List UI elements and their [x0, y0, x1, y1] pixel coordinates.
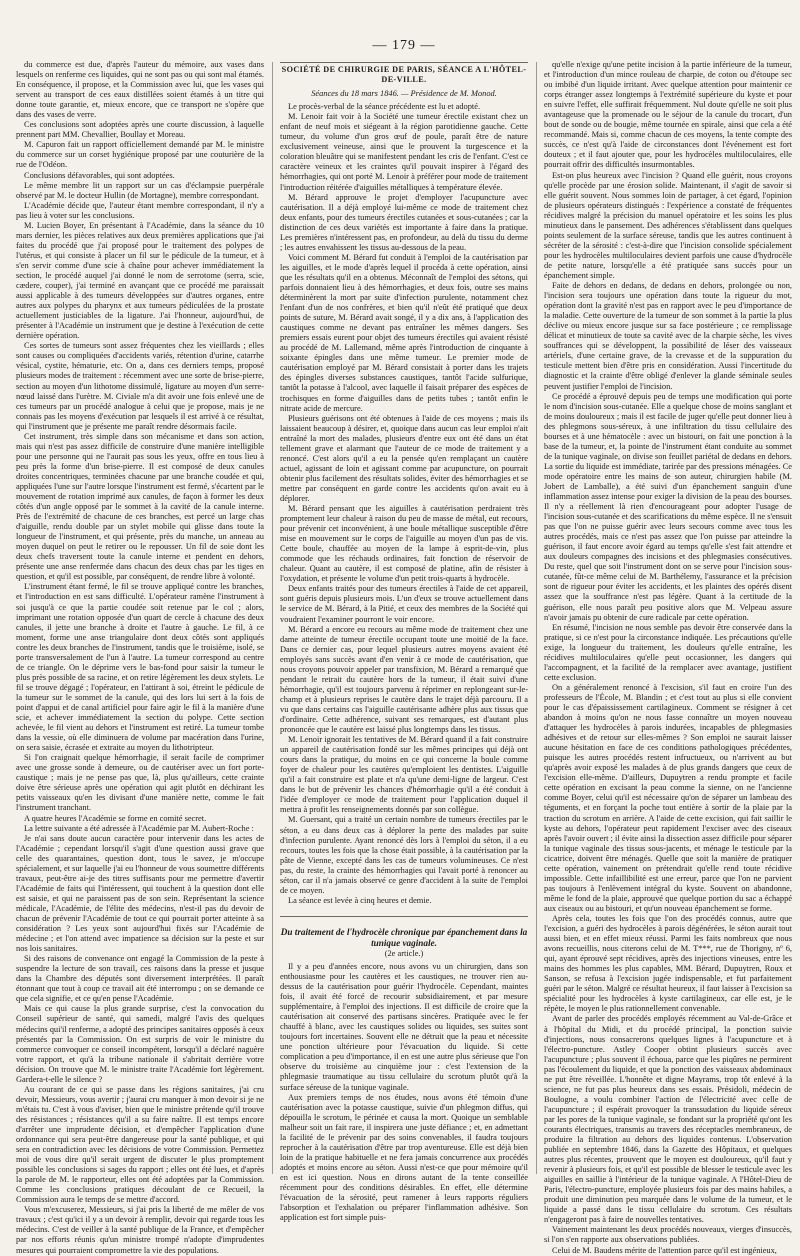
- column-left: [16, 60, 264, 1255]
- paragraph: On a généralement renoncé à l'excision, s'il faut en croire l'un des professeurs de l'École, M. Blandin ; et c'est tout au plus si elle convient pour le cas d'épaississement cartilagineux. Comment se résigner à cet abandon à moins qu'on ne nous fasse connaître un moyen nouveau d'attaquer les hydrocèles à parois indurées, incapables de phlegmasies adhésives et de retour sur elles-mêmes ? Son emploi ne saurait laisser aucune hésitation en face de ces conditions pathologiques précédentes, puisque les autres procédés restent infructueux, ou n'arrivent au but qu'après avoir exposé les malades à de plus grands dangers que ceux de l'excision elle-même. D'ailleurs, Dupuytren a rendu prompte et facile cette opération en excisant la peau comme la sienne, on ne l'ancienne comme Boyer, celui qu'il est nécessaire qu'on de séparer un lambeau des téguments, et en forçant la poche tout entière à sortir de la plaie par la traction du scrotum en arrière. A l'aide de cette excision, qui fait saillir le kyste au dehors, l'opérateur peut rapidement l'exciser avec des ciseaux après l'avoir ouvert ; il évite ainsi la dissection assez difficile pour séparer la tunique vaginale des tissus sous-jacents, et ménage le testicule par la cicatrice, doivent être ménagés. Quelle que soit la manière de pratiquer cette opération, vainement on prétendrait qu'elle rend toute récidive impossible. Cette infaillibilité est une erreur, parce que l'on ne parvient pas toujours à l'enlèvement intégral du kyste. Souvent on abandonne, même le fond de la plaie, approuvé que quelque portion du sac a échappé aux ciseaux ou au bistouri, et qu'un nouveau épanchement se forme.: [544, 682, 792, 913]
- paragraph: M. Bérard approuve le projet d'employer l'acupuncture avec cautérisation. Il a déjà employé lui-même ce mode de traitement chez deux enfants, pour des tumeurs érectiles cutanées et sous-cutanées ; car la distinction de ces deux variétés est importante à faire dans la pratique. Les premières n'intéressent pas, en profondeur, au delà du tissu du derme ; les autres envahissent les tissus au-dessous de la peau.: [280, 192, 528, 252]
- column-rule: [272, 62, 273, 1174]
- society-header: SOCIÉTÉ DE CHIRURGIE DE PARIS, SÉANCE A L'HÔTEL-DE-VILLE.: [281, 65, 527, 85]
- paragraph: Voici comment M. Bérard fut conduit à l'emploi de la cautérisation par les aiguilles, et le mode d'après lequel il procéda à cette opération, ainsi que les résultats qu'il en a obtenus. Méconnaît de l'emploi des sétons, qui parfois donnaient lieu à des hémorrhagies, et deux fois, outre ses mains déterminèrent la mort par suite d'infection purulente, notamment chez l'enfant d'un de nos confrères, et bien qu'il n'eût été pratiqué que deux points de suture, M. Bérard avait songé, il y a dix ans, à l'application des caustiques comme ne devant pas entraîner les mêmes dangers. Ses premiers essais eurent pour objet des tumeurs érectiles qui avaient résisté au procédé de M. Lallemand, même après l'introduction de cinquante à soixante épingles dans une même tumeur. Le premier mode de cautérisation employé par M. Bérard consistait à porter dans les trajets des épingles diverses substances caustiques, tantôt l'acide sulfurique, tantôt la potasse à l'alcool, avec laquelle il faisait préparer des espèces de trochisques en forme d'aiguilles dans de petits tubes ; tantôt enfin le nitrate acide de mercure.: [280, 252, 528, 413]
- paragraph: A quatre heures l'Académie se forme en comité secret.: [24, 813, 207, 823]
- paragraph: Faite de dehors en dedans, de dedans en dehors, prolongée ou non, l'incision sera toujours une opération dans toute la rigueur du mot, opération dont la gravité n'est pas en rapport avec le peu d'importance de la maladie. Cette ouverture de la tumeur de son sommet à la partie la plus déclive ou mieux encore jusque sur sa face postérieure ; ce remplissage délicat et minutieux de toute sa cavité avec de la charpie sèche, les vives souffrances qui se développent, la possibilité de léser des vaisseaux artériels, d'une certaine grave, de la crevasse et de la suppuration du testicule mettent bien d'être pris en considération. Aussi l'incertitude du diagnostic et la crainte d'être obligé d'enlever la glande séminale seules peuvent justifier l'emploi de l'incision.: [544, 281, 792, 391]
- column-middle: [280, 60, 528, 1223]
- paragraph: du commerce est due, d'après l'auteur du mémoire, aux vases dans lesquels on renferme ces liquides, qui ne sont pas ou qui sont mal étamés. En conséquence, il propose, et la Commission avec lui, que les vases qui servent au transport de ces eaux distillées soient étamés à un titre qui donne toute garantie, et, mieux encore, que ce transport ne s'opère que dans des vases de verre.: [16, 60, 264, 120]
- paragraph: qu'elle n'exige qu'une petite incision à la partie inférieure de la tumeur, et l'introduction d'un mince rouleau de charpie, de coton ou d'étoupe sec ou imbibé d'un liquide irritant. Avec quelque attention pour maintenir ce corps étranger assez longtemps à l'extrémité supérieure du kyste et pour en suivre l'effet, elle suffirait fréquemment. Nul doute qu'elle ne soit plus avantageuse que la promenade ou le séjour de la canule du trocart, d'un bout de sonde ou de bougie, même tournée en spirale, ainsi que cela a été recommandé. Mais si, comme chacun de ces moyens, la tente compte des succès, ce n'est qu'à l'aide de circonstances dont l'événement est fort douteux ; et il faut ajouter que, pour les hydrocèles multiloculaires, elle pourrait offrir des difficultés insurmontables.: [544, 60, 792, 170]
- paragraph: Est-on plus heureux avec l'incision ? Quand elle guérit, nous croyons qu'elle procède par une érosion solide. Maintenant, il s'agit de savoir si elle guérit souvent. Nous sommes loin de partager, à cet égard, l'opinion de plusieurs opérateurs distingués : l'expérience a constaté de fréquentes récidives malgré la précision du manuel opératoire et les soins les plus minutieux dans le pansement. Des adhérences s'établissent dans quelques points seulement de la surface séreuse, tandis que les autres continuent à sécréter de la sérosité : c'est-à-dire que l'incision consolide spécialement pour les hydrocèles multiloculaires devient parfois une cause d'hydrocèle de petite nature, lorsqu'elle a été pratiquée sans succès pour un épanchement simple.: [544, 170, 792, 280]
- session-line: Séances du 18 mars 1846. — Présidence de M. Monod.: [311, 89, 497, 99]
- paragraph: Deux enfants traités pour des tumeurs érectiles à l'aide de cet appareil, sont guéris depuis plusieurs mois. L'un d'eux se trouve actuellement dans le service de M. Bérard, à la Pitié, et ceux des membres de la Société qui voudraient l'examiner pourront le voir encore.: [280, 584, 528, 624]
- paragraph: Ce procédé a éprouvé depuis peu de temps une modification qui porte le nom d'incision sous-cutanée. Elle a quelque chose de moins sanglant et de moins douloureux ; mais il est facile de juger qu'elle peut donner lieu à des phlegmons sous-séreux, à une infiltration du tissu cellulaire des bourses et à une hématocèle : avec un bistouri, on fait une ponction à la base de la tumeur, et, la pointe de l'instrument étant conduite au sommet de la tunique vaginale, on divise son feuillet pariétal de dedans en dehors. La sortie du liquide est immédiate, tarirée par des pressions ménagées. Ce mode opératoire entre les mains de son auteur, chirurgien habile (M. Jobert de Lamballe), a été suivi d'un épanchement sanguin d'une inflammation assez intense pour exiger la division de la peau des bourses. Il n'y a réellement là rien d'encourageant pour adopter l'usage de l'incision sous-cutanée et des scarifications du même espèce. Il ne s'ensuit pas que l'on ne puisse guérir avec leurs secours comme avec tous les autres procédés, mais ce n'est pas assez que l'on puisse par atteindre la guérison, il faut encore avoir égard au temps qu'elle s'est fait attendre et aux douleurs compagnes des incisions et des phlegmasies consécutives. Du reste, quel que soit l'instrument dont on se serve pour l'incision sous-cutanée, fût-ce même celui de M. Barthélemy, l'assurance et la précision sont de rigueur pour éviter les accidents, et les plaintes des opérés disent assez que la souffrance n'est pas légère. Quant à la certitude de la guérison, elle nous paraît peu positive alors que M. Velpeau assure n'avoir jamais pu obtenir de cure radicale par cette opération.: [544, 391, 792, 622]
- paragraph: La lettre suivante a été adressée à l'Académie par M. Aubert-Roche :: [24, 823, 254, 833]
- paragraph: Le même membre lit un rapport sur un cas d'éclampsie puerpérale observé par M. le docteur Hullin (de Mortagne), membre correspondant.: [16, 180, 264, 200]
- paragraph: Vainement maintenant les deux procédés nouveaux, vierges d'insuccès, si l'on s'en rapporte aux observations publiées.: [544, 1225, 792, 1245]
- paragraph: M. Lenoir fait voir à la Société une tumeur érectile existant chez un enfant de neuf mois et siégeant à la région parotidienne gauche. Cette tumeur, du volume d'un gros œuf de poule, paraît être de nature exclusivement veineuse, ainsi que le prouvent la turgescence et la coloration bleuâtre qui se manifestent pendant les cris de l'enfant. C'est ce caractère veineux et les craintes qu'il pouvait inspirer à l'égard des hémorrhagies, qui ont porté M. Lenoir à préférer pour mode de traitement l'introduction réitérée d'aiguilles métalliques à température élevée.: [280, 112, 528, 192]
- paragraph: M. Guersant, qui a traité un certain nombre de tumeurs érectiles par le séton, a eu dans deux cas à déplorer la perte des malades par suite d'infection purulente. Ayant renoncé dès lors à l'emploi du séton, il a eu recours, toutes les fois que la chose était possible, à la cautérisation par la pâte de Vienne, excepté dans les cas de tumeurs volumineuses. Ce n'est pas, du reste, la crainte des hémorrhagies qui l'avait porté à renoncer au séton, car il n'a jamais observé ce genre d'accident à la suite de l'emploi de ce moyen.: [280, 815, 528, 895]
- paragraph: Avant de parler des procédés employés récemment au Val-de-Grâce et à l'hôpital du Midi, et du procédé principal, la ponction suivie d'injections, nous consacrerons quelques lignes à l'acupuncture et à l'électro-puncture. Astley Cooper obtint plusieurs succès avec l'acupuncture ; plus souvent il échoua, parce que les piqûres ne permirent pas l'écoulement du liquide, et que la ponction des vaisseaux abdominaux ne put être réveillée. L'honnête et digne Mayrams, trop tôt enlevé à la science, ne fut pas plus heureux dans ses essais. Présidoli, médecin de Boulogne, a voulu combiner l'action de l'électricité avec celle de l'acupuncture ; il espérait provoquer la transsudation du liquide séreux par les pores de la tunique vaginale, se fondant sur la propriété qu'ont les courants électriques, transmis au travers des réceptacles membraneux, de produire la filtration au dehors des liquides contenus. L'observation publiée en septembre 1846, dans la Gazette des Hôpitaux, et quelques autres plus récentes, prouvent que le moyen est douloureux, qu'il faut y revenir à plusieurs fois, et qu'il est possible de blesser le testicule avec les aiguilles en saillie à l'intérieur de la tunique vaginale. A l'Hôtel-Dieu de Paris, l'électro-puncture, employée plusieurs fois par des mains habiles, a produit une diminution peu marquée dans le volume de la tumeur, et le liquide a passé dans le tissu cellulaire du scrotum. Ces résultats n'engageront pas à faire de nouvelles tentatives.: [544, 1014, 792, 1225]
- paragraph: Celui de M. Baudens mérite de l'attention parce qu'il est ingénieux,: [552, 1245, 777, 1255]
- paragraph: Cet instrument, très simple dans son mécanisme et dans son action, mais qui n'est pas assez difficile de construire d'une manière intelligible pour une personne qui ne l'aurait pas sous les yeux, offre en tous lieu à peu près la forme d'un brise-pierre. Il est composé de deux canules droites concentriques, terminées chacune par une branche coudée et qui, appliquées l'une sur l'autre lorsque l'instrument est fermé, s'écartent par le mouvement de rotation imprimé aux canules, de façon à former les deux côtés d'un angle opposé par le sommet à la cavité de la canule interne. Près de l'extrémité de chacune de ces branches, est percé un large chas d'aiguille, rendu double par un stylet mobile qui glisse dans toute la longueur de l'instrument, et qui présente, près du manche, un anneau au moyen duquel on peut le retirer ou le repousser. Un fil de soie dont les deux chefs traversent toute la canule interne et pendent en dehors, présente une anse renfermée dans chacun des deux chas par les tiges en question, et qu'il est possible, par conséquent, de rendre libre à volonté.: [16, 431, 264, 582]
- article-title: Du traitement de l'hydrocèle chronique par épanchement dans la tunique vaginale.: [280, 926, 528, 948]
- header-rule: [280, 62, 528, 63]
- paragraph: L'instrument étant fermé, le fil se trouve appliqué contre les branches, et l'introduction en est sans difficulté. L'opérateur ramène l'instrument à soi jusqu'à ce que la partie coudée soit retenue par le col ; alors, imprimant une rotation opposée d'un quart de cercle à chacune des deux canules, il jette une branche à droite et l'autre à gauche. Le fil, à ce moment, forme une anse triangulaire dont deux côtés sont appliqués contre les deux branches de l'instrument, tandis que le troisième, isolé, se porte transversalement de l'un à l'autre. La tumeur correspond au centre de ce triangle. On le déprime vers le bas-fond pour saisir la tumeur le plus près possible de sa racine, et on retire légèrement les deux stylets. Le fil se trouve dégagé ; l'opérateur, en l'attirant à soi, étreint le pédicule de la tumeur sur le sommet de la canule, qui des lors lui sert à la fois de point d'appui et de canal artificiel pour faire agir le fil à la manière d'une scie, et achever immédiatement la section du polype. Cette section achevée, le fil vient au dehors et l'instrument est retiré. La tumeur tombe dans la vessie, où elle diminuera de volume par macération dans l'urine, on sera saisie, écrasée et extraite au moyen du lithotripteur.: [16, 582, 264, 753]
- paragraph: Après cela, toutes les fois que l'on des procédés connus, autre que l'excision, a guéri des hydrocèles à parois dégénérées, le séton aurait tout aussi bien, et en effet mieux réussi. Parmi les faits nombreux que nous avons recueillis, nous citerons celui de M. T***, rue de Thorigny, nº 6, qui, ayant éprouvé sept récidives, après des injections vineuses, entre les mains des hommes les plus capables, MM. Bérard, Dupuytren, Roux et Sanson, se refusa à l'excision jugée indispensable, et fut parfaitement guéri par le séton. Malgré ce résultat heureux, il faut laisser à l'excision sa spécialité pour les hydrocèles à kyste cartilagineux, car elle est, je le répète, le moyen le plus rationnellement convenable.: [544, 913, 792, 1014]
- column-rule: [536, 62, 537, 1174]
- paragraph: Aux premiers temps de nos études, nous avons été témoin d'une cautérisation avec la potasse caustique, suivie d'un phlegmon diffus, qui dépouilla le scrotum, le périnée et causa la mort. Quoique un semblable malheur soit un fait rare, il inspirera une juste défiance ; et, en admettant la facilité de le prévenir par des soins convenables, il faudra toujours reprocher à la cautérisation d'être par trop aventureuse. Elle est déjà bien loin de la pratique habituelle et ne fera jamais concurrence aux procédés adoptés et moins encore au séton. Aussi n'est-ce que pour mémoire qu'il en est ici question. Nous en dirons autant de la tente conseillée récemment pour des conditions désirables. En effet, elle détermine l'évacuation de la sérosité, peut ramener à leurs rapports réguliers l'absorption et l'exhalation ou préparer l'inflammation adhésive. Son application est fort simple puis-: [280, 1092, 528, 1223]
- paragraph: Au courant de ce qui se passe dans les régions sanitaires, j'ai cru devoir, Messieurs, vous avertir ; j'aurai cru manquer à mon devoir si je ne m'étais tu. C'est à vous d'aviser, bien que le ministre prétende qu'il trouve des résistances ; résistances qu'il a su faire naître. Il est temps encore d'arrêter une imprudente décision, et d'empêcher l'application d'une ordonnance qui sera peut-être dangereuse pour la santé publique, et qui sera en contradiction avec les décisions de votre Commission. Permettez moi de vous dire qu'il serait urgent de discuter le plus promptement possible les conclusions si sages du rapport ; elles ont été lues, et d'après la parole de M. le rapporteur, elles ont été adoptées par la Commission. Comme les conclusions pratiques découlant de ce Recueil, la Commission aura le temps de se mettre d'accord.: [16, 1084, 264, 1205]
- paragraph: Vous m'excuserez, Messieurs, si j'ai pris la liberté de me mêler de vos travaux ; c'est qu'ici il y a un devoir à remplir, devoir qui regarde tous les médecins. C'est de veiller à la santé publique de la France, et d'empêcher par nos efforts réunis qu'un ministre trompé n'adopte d'imprudentes mesures qui pourraient compromettre la vie des populations.: [16, 1205, 264, 1255]
- article-number: (2e article.): [384, 948, 424, 958]
- article-separator: [280, 916, 528, 917]
- paragraph: Si des raisons de convenance ont engagé la Commission de la peste à suspendre la lecture de son travail, ces raisons dans la presse et jusque dans la Chambre des députés sont diversement interprétées. Il paraît étonnant que tout à coup ce travail ait été interrompu ; on se demande ce que cela signifie, et ce qu'en pense l'Académie.: [16, 954, 264, 1004]
- paragraph: La séance est levée à cinq heures et demie.: [288, 895, 432, 905]
- column-right: [544, 60, 792, 1255]
- page-number: — 179 —: [372, 38, 436, 53]
- paragraph: M. Capuron fait un rapport officiellement demandé par M. le ministre du commerce sur un corset hygiénique proposé par une couturière de la rue de l'Odéon.: [16, 140, 264, 170]
- paragraph: Mais ce qui cause la plus grande surprise, c'est la convocation du Conseil supérieur de santé, qui samedi, malgré l'avis des quelques médecins qui'il renferme, a adopté des principes sanitaires opposés à ceux présentés par la Commission. On est surpris de voir le ministre du commerce convoquer ce conseil incompétent, lorsqu'il a déclaré naguère votre rapport, et qu'à la tribune nationale il s'abritait derrière votre décision. On trouve que M. le ministre traite l'Académie fort légèrement. Gardera-t-elle le silence ?: [16, 1004, 264, 1084]
- paragraph: Conclusions défavorables, qui sont adoptées.: [24, 170, 175, 180]
- society-report: [280, 102, 528, 906]
- paragraph: Il y a peu d'années encore, nous avons vu un chirurgien, dans son enthousiasme pour les cautères et les caustiques, ne trouver rien au-dessus de la cautérisation pour guérir l'hydrocèle. Cependant, maintes fois, il avait été forcé de recourir subsidiairement, et par mesure supplémentaire, à l'emploi des injections. Il est difficile de croire que la cautérisation ait conservé des partisans sincères. Pratiquée avec le fer chauffé à blanc, avec les caustiques solides ou liquides, ses suites sont toujours fort incertaines. Souvent elle ne détruit que la peau et nécessite une ponction ultérieure pour l'évacuation du liquide. Si cette complication a peu d'importance, il en est une autre plus sérieuse que l'on observe du troisième au cinquième jour : c'est l'extension de la phlegmasie traumatique au tissu cellulaire du scrotum plutôt qu'à la surface séreuse de la tunique vaginale.: [280, 961, 528, 1092]
- paragraph: Le procès-verbal de la séance précédente est lu et adopté.: [288, 102, 481, 112]
- paragraph: M. Lenoir ignorait les tentatives de M. Bérard quand il a fait construire un appareil de cautérisation fondé sur les mêmes principes qui déjà ont cours dans la pratique, du moins en ce qui concerne la boule comme foyer de chaleur pour les cautères qu'emploient les dentistes. L'aiguille qu'il a fait construire est plate et n'a qu'une demi-ligne de largeur. C'est dans le but de prévenir les chances d'hémorrhagie qu'il a été conduit à l'idée d'employer ce mode de traitement pour l'application duquel il mettra à profit les renseignements donnés par son collègue.: [280, 735, 528, 815]
- paragraph: M. Bérard a encore eu recours au même mode de traitement chez une dame atteinte de tumeur érectile occupant toute une moitié de la face. Dans ce dernier cas, pour lequel plusieurs autres moyens avaient été employés sans succès avant d'en venir à ce mode de cautérisation, que nous croyons pouvoir appeler par transfixion, M. Bérard a remarqué que pendant le retrait du cautère hors de la tumeur, il était suivi d'une hémorrhagie, qu'il est toujours parvenu à réprimer en replongeant sur-le-champ et à plusieurs reprises le cautère dans le trajet déjà parcouru. Il a vu que dans certains cas l'aiguille cautérisante adhère plus aux tissus que d'ordinaire. Cette adhérence, suivant ses remarques, est d'autant plus prononcée que le cautère est laissé plus longtemps dans les tissus.: [280, 624, 528, 735]
- paragraph: Ces conclusions sont adoptées après une courte discussion, à laquelle prennent part MM. Chevallier, Boullay et Moreau.: [16, 120, 264, 140]
- paragraph: M. Bérard pensant que les aiguilles à cautérisation perdraient très promptement leur chaleur à raison du peu de masse de métal, eut recours, pour prévenir cet inconvénient, à une boule métallique susceptible d'être mise en mouvement sur le corps de l'aiguille au moyen d'un pas de vis. Cette boule, chauffée au moyen de la lampe à esprit-de-vin, plus commode que les réchauds ordinaires, fait fonction de réservoir de chaleur. Quant au cautère, il est composé de platine, afin de résister à l'oxydation, et présente le volume d'un petit trois-quarts à hydrocèle.: [280, 504, 528, 584]
- paragraph: Plusieurs guérisons ont été obtenues à l'aide de ces moyens ; mais ils laissaient beaucoup à désirer, et, quoique dans aucun cas leur emploi n'ait entraîné la mort des malades, plusieurs d'entre eux ont été dans un état tellement grave et alarmant que l'auteur de ce mode de traitement y a renoncé. C'est alors qu'il a eu la pensée qu'en remplaçant un cautère actuel, agissant de loin et agissant comme par acupuncture, on pourrait obtenir plus facilement des résultats solides, éviter des hémorrhagies et se mettre par conséquent en garde contre les accidents qu'on avait eu à déplorer.: [280, 413, 528, 503]
- newspaper-page: [16, 0, 792, 1255]
- paragraph: Je n'ai sans doute aucun caractère pour intervenir dans les actes de l'Académie ; cependant lorsqu'il s'agit d'une question aussi grave que celle des quarantaines, question dont, tous le savez, je m'occupe spécialement, et sur laquelle j'ai eu l'honneur de vous soumettre différents travaux, peut-être ai-je des titres suffisants pour me permettre d'avertir l'Académie de faits qui l'intéressent, qui touchent à la question dont elle est saisie, et qui ne paraissent pas de son sein. Représentant la science médicale, l'Académie, de l'élite des médecins, n'est-il pas du devoir de chacun de prévenir l'Académie de tout ce qui pourrait porter atteinte à sa considération ? Les yeux sont aujourd'hui fixés sur l'Académie de médecine ; et l'on attend avec impatience sa décision sur la peste et sur nos lois sanitaires.: [16, 833, 264, 954]
- paragraph: Ces sortes de tumeurs sont assez fréquentes chez les vieillards ; elles sont causes ou compliquées d'accidents variés, rétention d'urine, catarrhe vésical, cystite, hématurie, etc. On a, dans ces derniers temps, proposé plusieurs modes de traitement : récemment avec une sorte de brise-pierre, section au moyen d'un lithotome dissimulé, ligature au moyen d'un serre-nœud laissé dans l'urètre. M. Civiale m'a dit avoir une fois enlevé une de ces tumeurs par un procédé analogue à celui que je propose, mais je ne connais pas les moyens d'exécution par lesquels il est arrivé à ce résultat, qui l'instrument que je présente me paraît rendre désormais facile.: [16, 341, 264, 431]
- article-body: [280, 962, 528, 1223]
- paragraph: Si l'on craignait quelque hémorrhagie, il serait facile de comprimer avec une grosse sonde à demeure, ou de cautériser avec un fort porte-caustique ; mais je ne pense pas que, là, plus qu'ailleurs, cette crainte doive être sérieuse après une opération qui agit plutôt en déchirant les petits vaisseaux qu'en les divisant d'une manière nette, comme le fait l'instrument tranchant.: [16, 753, 264, 813]
- paragraph: M. Lucien Boyer, En présentant à l'Académie, dans la séance du 10 mars dernier, les pièces relatives aux deux premières applications que j'ai faites du procédé que j'ai proposé pour le traitement des polypes de l'utérus, et qui consiste à placer un fil sur le pédicule de la tumeur, et à s'en servir comme d'une scie à chaîne pour achever immédiatement la section, le procédé auquel j'ai donné le nom de serrotome (serra, scie, cædere, couper), j'ai terminé en avançant que ce procédé me paraissait aussi applicable à des tumeurs développées sur d'autres organes, entre autres aux polypes du pharynx et aux tumeurs pédiculées de la prostate actuellement justiciables de la ligature. J'ai l'honneur, aujourd'hui, de présenter à l'Académie un instrument que je destine à l'exécution de cette dernière opération.: [16, 220, 264, 341]
- paragraph: L'Académie décide que, l'auteur étant membre correspondant, il n'y a pas lieu à voter sur les conclusions.: [16, 200, 264, 220]
- paragraph: En résumé, l'incision ne nous semble pas devoir être conservée dans la pratique, si ce n'est pour la circonstance indiquée. Les précautions qu'elle exige, la longueur du traitement, les douleurs qu'elle entraîne, les récidives multiloculaires qu'elle peut occasionner, les dangers qui l'accompagnent, et la facilité de la remplacer avec avantage, justifient cette exclusion.: [544, 622, 792, 682]
